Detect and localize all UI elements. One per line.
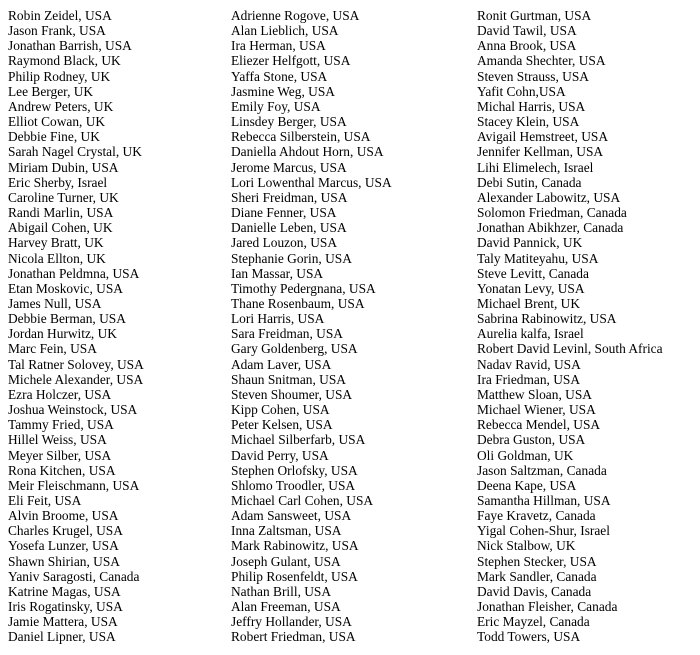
name-entry: Adam Sansweet, USA <box>231 508 352 524</box>
name-entry: Robert David Levinl, South Africa <box>477 341 663 357</box>
name-entry: Yafit Cohn,USA <box>477 83 566 99</box>
name-entry: Abigail Cohen, UK <box>8 220 113 236</box>
name-entry: Jerome Marcus, USA <box>231 159 347 175</box>
name-entry: Michael Wiener, USA <box>477 402 596 418</box>
name-entry: Aurelia kalfa, Israel <box>477 326 584 342</box>
name-entry: Timothy Pedergnana, USA <box>231 280 376 296</box>
name-entry: Caroline Turner, UK <box>8 189 119 205</box>
name-entry: Michal Harris, USA <box>477 98 586 114</box>
name-entry: Jonathan Fleisher, Canada <box>477 599 618 615</box>
name-entry: David Pannick, UK <box>477 235 583 251</box>
name-entry: Debra Guston, USA <box>477 432 586 448</box>
name-entry: Rebecca Silberstein, USA <box>231 129 371 145</box>
name-entry: Inna Zaltsman, USA <box>231 523 342 539</box>
name-entry: Ronit Gurtman, USA <box>477 8 592 23</box>
name-entry: Alexander Labowitz, USA <box>477 189 621 205</box>
name-entry: Daniella Ahdout Horn, USA <box>231 144 384 160</box>
name-entry: Sheri Freidman, USA <box>231 189 348 205</box>
name-entry: Stacey Klein, USA <box>477 114 580 130</box>
name-entry: Steven Strauss, USA <box>477 68 589 84</box>
name-entry: Philip Rosenfeldt, USA <box>231 568 358 584</box>
name-entry: Jonathan Peldmna, USA <box>8 265 140 281</box>
name-entry: Lori Lowenthal Marcus, USA <box>231 174 392 190</box>
name-entry: Solomon Friedman, Canada <box>477 205 627 221</box>
names-column-3 <box>477 8 663 645</box>
name-entry: Danielle Leben, USA <box>231 220 347 236</box>
name-entry: Marc Fein, USA <box>8 341 97 357</box>
name-entry: Stephen Stecker, USA <box>477 553 597 569</box>
name-entry: Miriam Dubin, USA <box>8 159 119 175</box>
name-entry: Shlomo Troodler, USA <box>231 477 356 493</box>
name-entry: Peter Kelsen, USA <box>231 417 333 433</box>
name-entry: Todd Towers, USA <box>477 629 581 645</box>
name-entry: Alan Freeman, USA <box>231 599 341 615</box>
name-entry: Eli Feit, USA <box>8 493 82 508</box>
name-entry: Ian Massar, USA <box>231 265 324 281</box>
name-entry: Lori Harris, USA <box>231 311 325 327</box>
name-entry: Lee Berger, UK <box>8 83 94 99</box>
name-entry: Meir Fleischmann, USA <box>8 477 140 493</box>
name-entry: Ira Herman, USA <box>231 38 326 54</box>
name-entry: Nick Stalbow, UK <box>477 538 576 554</box>
name-entry: Yaniv Saragosti, Canada <box>8 568 140 584</box>
name-entry: Oli Goldman, UK <box>477 447 574 463</box>
name-entry: Nathan Brill, USA <box>231 583 332 599</box>
name-entry: Emily Foy, USA <box>231 98 321 114</box>
name-entry: David Perry, USA <box>231 447 329 463</box>
name-entry: Nicola Ellton, UK <box>8 250 106 266</box>
name-entry: Jared Louzon, USA <box>231 235 337 251</box>
name-entry: Tal Ratner Solovey, USA <box>8 356 144 372</box>
name-entry: David Davis, Canada <box>477 583 592 599</box>
name-entry: Sabrina Rabinowitz, USA <box>477 311 617 327</box>
name-entry: Jason Saltzman, Canada <box>477 462 607 478</box>
name-entry: Eric Mayzel, Canada <box>477 614 590 630</box>
name-entry: Samantha Hillman, USA <box>477 493 611 508</box>
name-entry: Philip Rodney, UK <box>8 68 111 84</box>
name-entry: Kipp Cohen, USA <box>231 402 330 418</box>
name-entry: Harvey Bratt, UK <box>8 235 104 251</box>
name-entry: Jasmine Weg, USA <box>231 83 335 99</box>
name-entry: Jeffry Hollander, USA <box>231 614 352 630</box>
name-entry: Tammy Fried, USA <box>8 417 114 433</box>
name-entry: Deena Kape, USA <box>477 477 577 493</box>
name-entry: Yigal Cohen-Shur, Israel <box>477 523 610 539</box>
name-entry: Hillel Weiss, USA <box>8 432 107 448</box>
name-entry: Robert Friedman, USA <box>231 629 356 645</box>
name-entry: Joshua Weinstock, USA <box>8 402 138 418</box>
name-entry: Michael Brent, UK <box>477 295 581 311</box>
name-entry: Anna Brook, USA <box>477 38 577 54</box>
name-entry: Michael Carl Cohen, USA <box>231 493 374 508</box>
name-entry: Jennifer Kellman, USA <box>477 144 604 160</box>
name-entry: Rona Kitchen, USA <box>8 462 116 478</box>
name-entry: Debi Sutin, Canada <box>477 174 582 190</box>
name-entry: Alvin Broome, USA <box>8 508 119 524</box>
name-entry: Matthew Sloan, USA <box>477 386 592 402</box>
name-entry: Ezra Holczer, USA <box>8 386 112 402</box>
name-entry: Lihi Elimelech, Israel <box>477 159 594 175</box>
name-entry: Adam Laver, USA <box>231 356 332 372</box>
name-entry: Sara Freidman, USA <box>231 326 343 342</box>
name-entry: Jamie Mattera, USA <box>8 614 118 630</box>
name-entry: Jonathan Abikhzer, Canada <box>477 220 624 236</box>
name-entry: Yosefa Lunzer, USA <box>8 538 119 554</box>
name-entry: Raymond Black, UK <box>8 53 121 69</box>
name-entry: Stephen Orlofsky, USA <box>231 462 358 478</box>
name-entry: Charles Krugel, USA <box>8 523 123 539</box>
name-entry: Eliezer Helfgott, USA <box>231 53 351 69</box>
name-entry: Stephanie Gorin, USA <box>231 250 352 266</box>
name-entry: Shaun Snitman, USA <box>231 371 346 387</box>
name-entry: Ira Friedman, USA <box>477 371 581 387</box>
name-entry: Daniel Lipner, USA <box>8 629 116 645</box>
name-entry: Iris Rogatinsky, USA <box>8 599 123 615</box>
name-entry: Avigail Hemstreet, USA <box>477 129 609 145</box>
name-entry: Jonathan Barrish, USA <box>8 38 132 54</box>
name-entry: Diane Fenner, USA <box>231 205 337 221</box>
name-entry: Michele Alexander, USA <box>8 371 144 387</box>
name-entry: Faye Kravetz, Canada <box>477 508 596 524</box>
name-entry: Alan Lieblich, USA <box>231 23 339 39</box>
name-entry: Eric Sherby, Israel <box>8 174 108 190</box>
name-entry: Mark Sandler, Canada <box>477 568 597 584</box>
name-entry: Sarah Nagel Crystal, UK <box>8 144 142 160</box>
name-entry: Shawn Shirian, USA <box>8 553 120 569</box>
name-entry: Steve Levitt, Canada <box>477 265 589 281</box>
name-entry: Joseph Gulant, USA <box>231 553 341 569</box>
name-entry: Thane Rosenbaum, USA <box>231 295 365 311</box>
name-entry: Yonatan Levy, USA <box>477 280 585 296</box>
name-entry: Rebecca Mendel, USA <box>477 417 601 433</box>
name-entry: Michael Silberfarb, USA <box>231 432 366 448</box>
name-entry: James Null, USA <box>8 295 102 311</box>
name-entry: Steven Shoumer, USA <box>231 386 353 402</box>
name-entry: Debbie Berman, USA <box>8 311 126 327</box>
name-entry: Yaffa Stone, USA <box>231 68 328 84</box>
name-entry: Mark Rabinowitz, USA <box>231 538 359 554</box>
name-entry: Amanda Shechter, USA <box>477 53 606 69</box>
names-column-2 <box>231 8 392 645</box>
name-entry: David Tawil, USA <box>477 23 577 39</box>
name-entry: Taly Matiteyahu, USA <box>477 250 599 266</box>
name-entry: Elliot Cowan, UK <box>8 114 106 130</box>
name-entry: Gary Goldenberg, USA <box>231 341 358 357</box>
name-entry: Jordan Hurwitz, UK <box>8 326 117 342</box>
name-entry: Linsdey Berger, USA <box>231 114 347 130</box>
name-entry: Etan Moskovic, USA <box>8 280 123 296</box>
name-entry: Jason Frank, USA <box>8 23 106 39</box>
name-entry: Katrine Magas, USA <box>8 583 121 599</box>
name-entry: Robin Zeidel, USA <box>8 8 112 23</box>
name-entry: Andrew Peters, UK <box>8 98 114 114</box>
names-column-1 <box>8 8 144 645</box>
name-entry: Meyer Silber, USA <box>8 447 112 463</box>
name-entry: Adrienne Rogove, USA <box>231 8 360 23</box>
name-entry: Randi Marlin, USA <box>8 205 114 221</box>
name-entry: Debbie Fine, UK <box>8 129 100 145</box>
name-entry: Nadav Ravid, USA <box>477 356 581 372</box>
